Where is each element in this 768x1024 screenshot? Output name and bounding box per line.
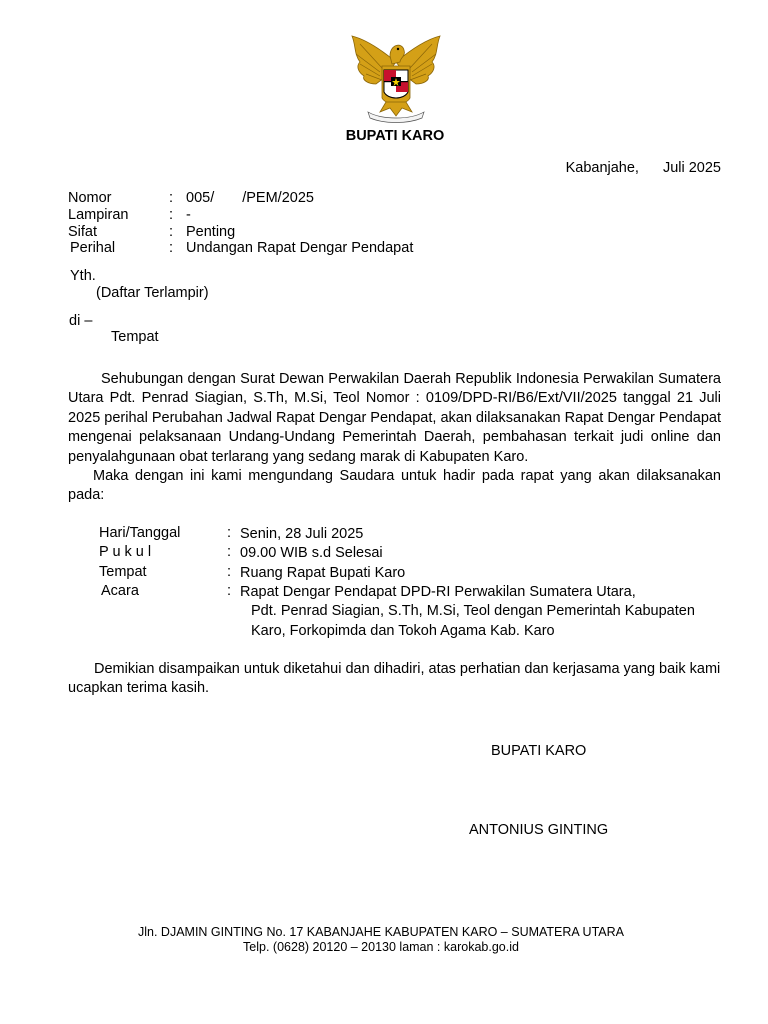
detail-label: P u k u l — [99, 544, 152, 560]
garuda-emblem-icon — [346, 32, 446, 124]
recipient-di: di – — [69, 313, 93, 329]
meta-colon: : — [169, 240, 174, 256]
agenda-line-1: Rapat Dengar Pendapat DPD-RI Perwakilan Sumatera Utara, — [240, 584, 636, 600]
body-paragraph-2: Maka dengan ini kami mengundang Saudara untuk hadir pada rapat yang akan dilaksanakan pada: — [68, 468, 721, 504]
meta-value: Undangan Rapat Dengar Pendapat — [186, 240, 414, 256]
agenda-line-2: Pdt. Penrad Siagian, S.Th, M.Si, Teol dengan Pemerintah Kabupaten — [251, 603, 695, 620]
detail-label: Acara — [101, 583, 139, 599]
meta-colon: : — [169, 224, 174, 240]
nomor-prefix: 005/ — [186, 190, 215, 206]
meta-label: Lampiran — [68, 207, 129, 223]
detail-value: 09.00 WIB s.d Selesai — [240, 545, 383, 561]
detail-colon: : — [227, 544, 232, 560]
detail-colon: : — [227, 564, 232, 580]
meta-colon: : — [169, 207, 174, 223]
meta-value: Penting — [186, 224, 236, 240]
detail-value — [240, 583, 695, 641]
footer-contact: Telp. (0628) 20120 – 20130 laman : karokab.go.id — [243, 940, 519, 954]
signature-name: ANTONIUS GINTING — [469, 822, 609, 838]
meta-label: Sifat — [68, 224, 98, 240]
footer-address: Jln. DJAMIN GINTING No. 17 KABANJAHE KABUPATEN KARO – SUMATERA UTARA — [138, 925, 624, 939]
body-paragraph-1: Sehubungan dengan Surat Dewan Perwakilan Daerah Republik Indonesia Perwakilan Sumatera Utara Pdt. Penrad Siagian, S.Th, M.Si, Teol Nomor : 0109/DPD-RI/B6/Ext/VII/2025 tanggal 21 Juli 2025 perihal Perubahan Jadwal Rapat Dengar Pendapat, akan dilaksanakan Rapat Dengar Pendapat mengenai pelaksanaan Undang-Undang Pemerintah Daerah, pembahasan terkait judi online dan penyalahgunaan obat terlarang yang sedang marak di Kabupaten Karo. — [68, 371, 721, 465]
detail-label: Tempat — [99, 564, 147, 580]
meta-label: Nomor — [68, 190, 112, 206]
meta-value — [186, 190, 314, 206]
place-date — [566, 160, 721, 176]
salutation: Yth. — [70, 268, 96, 284]
closing-paragraph — [68, 660, 721, 699]
signature-title: BUPATI KARO — [491, 743, 587, 759]
letter-footer — [0, 925, 762, 955]
meta-value: - — [186, 207, 191, 223]
meta-label: Perihal — [70, 240, 116, 256]
agenda-line-3: Karo, Forkopimda dan Tokoh Agama Kab. Karo — [251, 622, 555, 639]
letterhead-title: BUPATI KARO — [345, 128, 445, 144]
nomor-suffix: /PEM/2025 — [242, 190, 314, 206]
detail-value: Ruang Rapat Bupati Karo — [240, 565, 406, 581]
recipient-place: Tempat — [111, 329, 159, 345]
detail-value: Senin, 28 Juli 2025 — [240, 526, 364, 542]
letter-body — [68, 370, 721, 506]
letter-date: Juli 2025 — [662, 160, 721, 176]
meta-colon: : — [169, 190, 174, 206]
letter-place: Kabanjahe, — [565, 160, 639, 176]
closing-text: Demikian disampaikan untuk diketahui dan dihadiri, atas perhatian dan kerjasama yang baik kami ucapkan terima kasih. — [68, 661, 721, 697]
detail-colon: : — [227, 583, 232, 599]
recipient-name: (Daftar Terlampir) — [96, 285, 209, 301]
detail-colon: : — [227, 525, 232, 541]
detail-label: Hari/Tanggal — [99, 525, 181, 541]
